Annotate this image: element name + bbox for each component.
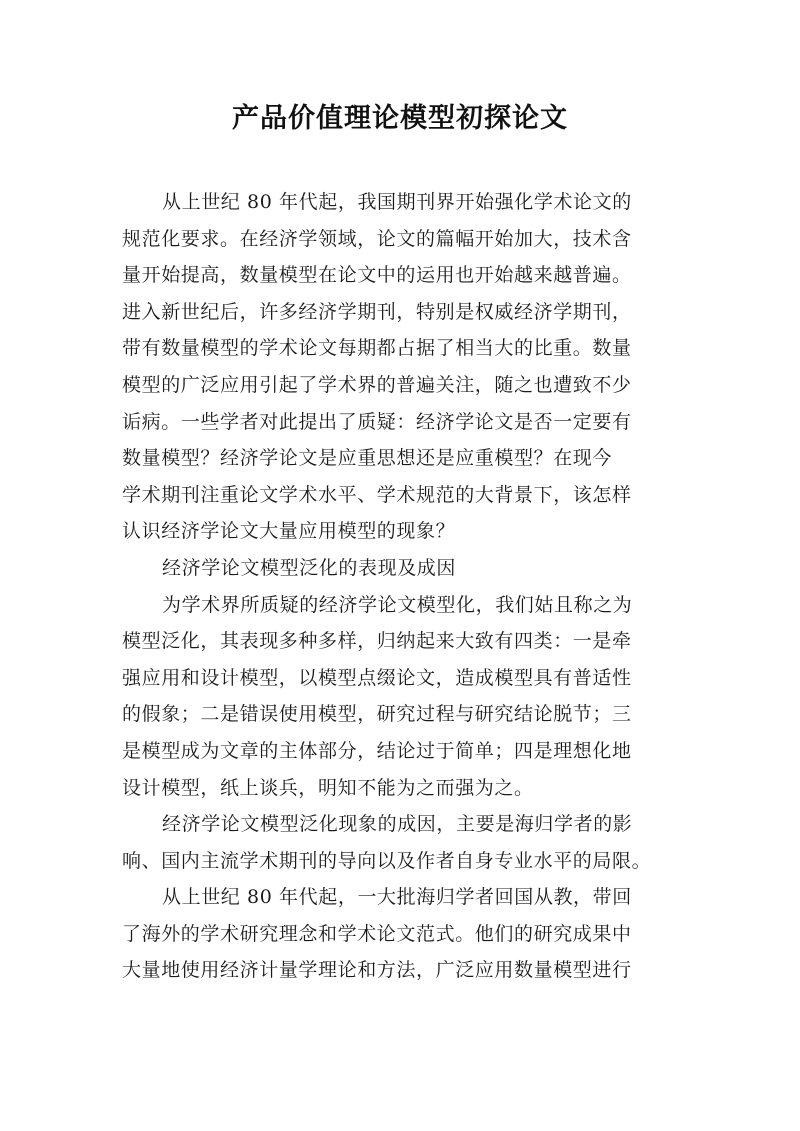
document-body — [122, 184, 682, 989]
paragraph-line: 强应用和设计模型，以模型点缀论文，造成模型具有普适性 — [122, 666, 632, 689]
section-heading: 经济学论文模型泛化的表现及成因 — [162, 556, 457, 579]
paragraph-line: 是模型成为文章的主体部分，结论过于简单；四是理想化地 — [122, 739, 632, 762]
paragraph-line: 从上世纪 80 年代起，一大批海归学者回国从教，带回 — [162, 886, 632, 909]
paragraph-line: 的假象；二是错误使用模型，研究过程与研究结论脱节；三 — [122, 703, 632, 726]
paragraph-line: 响、国内主流学术期刊的导向以及作者自身专业水平的局限。 — [122, 849, 652, 872]
paragraph-line: 带有数量模型的学术论文每期都占据了相当大的比重。数量 — [122, 337, 632, 360]
paragraph-line: 设计模型，纸上谈兵，明知不能为之而强为之。 — [122, 776, 534, 799]
paragraph-line: 量开始提高，数量模型在论文中的运用也开始越来越普遍。 — [122, 264, 632, 287]
paragraph-line: 为学术界所质疑的经济学论文模型化，我们姑且称之为 — [162, 593, 633, 616]
paragraph-line: 经济学论文模型泛化现象的成因，主要是海归学者的影 — [162, 813, 633, 836]
paragraph-line: 认识经济学论文大量应用模型的现象？ — [122, 520, 456, 543]
paragraph-line: 规范化要求。在经济学领域，论文的篇幅开始加大，技术含 — [122, 227, 632, 250]
paragraph-line: 模型泛化，其表现多种多样，归纳起来大致有四类：一是牵 — [122, 630, 632, 653]
paragraph-line: 大量地使用经济计量学理论和方法，广泛应用数量模型进行 — [122, 959, 632, 982]
paragraph-line: 数量模型？经济学论文是应重思想还是应重模型？在现今 — [122, 447, 613, 470]
paragraph-line: 了海外的学术研究理念和学术论文范式。他们的研究成果中 — [122, 922, 632, 945]
paragraph-line: 进入新世纪后，许多经济学期刊，特别是权威经济学期刊， — [122, 300, 632, 323]
paragraph-line: 从上世纪 80 年代起，我国期刊界开始强化学术论文的 — [162, 191, 632, 213]
document-title: 产品价值理论模型初探论文 — [232, 103, 568, 134]
paragraph-line: 诟病。一些学者对此提出了质疑：经济学论文是否一定要有 — [122, 410, 632, 433]
paragraph-line: 模型的广泛应用引起了学术界的普遍关注，随之也遭致不少 — [122, 373, 632, 396]
paragraph-line: 学术期刊注重论文学术水平、学术规范的大背景下，该怎样 — [122, 483, 632, 506]
